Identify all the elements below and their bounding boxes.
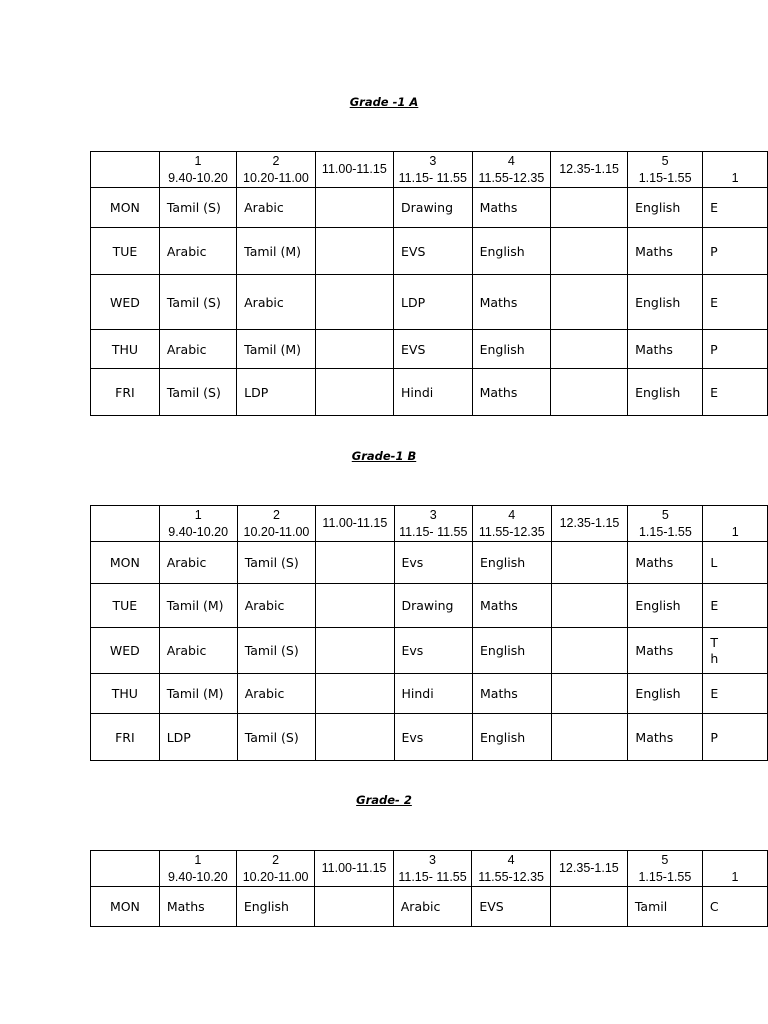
subject-cell: English xyxy=(473,628,552,674)
table-row xyxy=(91,228,768,275)
day-cell: MON xyxy=(91,188,160,228)
header-cell xyxy=(91,506,160,542)
timetable-grade-2 xyxy=(90,850,768,927)
subject-cell: Tamil (M) xyxy=(237,228,316,275)
subject-cell: Tamil (S) xyxy=(159,275,236,330)
header-cell: 2 10.20-11.00 xyxy=(236,851,315,887)
header-cell: 5 1.15-1.55 xyxy=(628,152,703,188)
table-row xyxy=(91,542,768,584)
break-cell xyxy=(316,674,394,714)
section-title: Grade- 2 xyxy=(356,793,412,807)
header-cell: 1 9.40-10.20 xyxy=(159,506,237,542)
subject-cell: Arabic xyxy=(159,628,237,674)
header-cell: 12.35-1.15 xyxy=(551,152,628,188)
lunch-cell xyxy=(551,275,628,330)
subject-cell: Evs xyxy=(394,714,473,761)
break-cell xyxy=(315,275,393,330)
day-cell: FRI xyxy=(91,369,160,416)
subject-cell: Arabic xyxy=(393,887,472,927)
lunch-cell xyxy=(551,188,628,228)
day-cell: THU xyxy=(91,674,160,714)
subject-cell: E xyxy=(703,584,768,628)
table-row xyxy=(91,714,768,761)
subject-cell: Arabic xyxy=(237,188,316,228)
subject-cell: Arabic xyxy=(237,674,316,714)
subject-cell: Arabic xyxy=(159,542,237,584)
day-cell: FRI xyxy=(91,714,160,761)
table-row xyxy=(91,275,768,330)
header-cell: 1 xyxy=(702,851,767,887)
header-row xyxy=(91,152,768,188)
break-cell xyxy=(316,584,394,628)
subject-cell: Arabic xyxy=(237,275,316,330)
table-row xyxy=(91,369,768,416)
subject-cell: E xyxy=(703,275,768,330)
subject-cell: English xyxy=(472,228,551,275)
subject-cell: E xyxy=(703,674,768,714)
subject-cell: LDP xyxy=(159,714,237,761)
subject-cell: English xyxy=(473,714,552,761)
header-cell: 4 11.55-12.35 xyxy=(472,152,551,188)
subject-cell: E xyxy=(703,188,768,228)
break-cell xyxy=(315,887,393,927)
header-row xyxy=(91,506,768,542)
subject-cell: P xyxy=(703,330,768,369)
header-cell: 4 11.55-12.35 xyxy=(472,851,551,887)
lunch-cell xyxy=(551,674,628,714)
timetable-grade-1b xyxy=(90,505,768,761)
subject-cell: English xyxy=(628,369,703,416)
section-title: Grade-1 B xyxy=(351,449,417,463)
day-cell: TUE xyxy=(91,228,160,275)
subject-cell: Tamil (M) xyxy=(237,330,316,369)
subject-cell: English xyxy=(628,188,703,228)
break-cell xyxy=(315,330,393,369)
header-cell: 12.35-1.15 xyxy=(550,851,627,887)
subject-cell: Maths xyxy=(628,228,703,275)
header-cell xyxy=(91,152,160,188)
header-cell: 2 10.20-11.00 xyxy=(237,152,316,188)
break-cell xyxy=(316,628,394,674)
header-cell: 3 11.15- 11.55 xyxy=(394,152,473,188)
subject-cell: English xyxy=(628,584,703,628)
day-cell: MON xyxy=(91,542,160,584)
header-cell: 11.00-11.15 xyxy=(315,152,393,188)
subject-cell: Tamil (S) xyxy=(237,542,316,584)
subject-cell: Maths xyxy=(628,330,703,369)
header-cell: 2 10.20-11.00 xyxy=(237,506,316,542)
lunch-cell xyxy=(551,369,628,416)
lunch-cell xyxy=(551,628,628,674)
header-cell: 1 xyxy=(703,506,768,542)
subject-cell: E xyxy=(703,369,768,416)
lunch-cell xyxy=(550,887,627,927)
subject-cell: Drawing xyxy=(394,584,473,628)
header-cell: 1 xyxy=(703,152,768,188)
subject-cell: EVS xyxy=(394,330,473,369)
subject-cell: English xyxy=(472,330,551,369)
subject-cell: Evs xyxy=(394,542,473,584)
subject-cell: English xyxy=(473,542,552,584)
section-title: Grade -1 A xyxy=(349,95,419,109)
subject-cell: Maths xyxy=(473,674,552,714)
table-row xyxy=(91,584,768,628)
subject-cell: Hindi xyxy=(394,369,473,416)
subject-cell: Maths xyxy=(472,188,551,228)
break-cell xyxy=(316,542,394,584)
subject-cell: Maths xyxy=(628,628,703,674)
subject-cell: T h xyxy=(703,628,768,674)
subject-cell: Tamil (M) xyxy=(159,584,237,628)
subject-cell: English xyxy=(628,275,703,330)
day-cell: WED xyxy=(91,628,160,674)
day-cell: THU xyxy=(91,330,160,369)
header-cell xyxy=(91,851,160,887)
break-cell xyxy=(315,369,393,416)
lunch-cell xyxy=(551,228,628,275)
subject-cell: Tamil (M) xyxy=(159,674,237,714)
subject-cell: Arabic xyxy=(237,584,316,628)
subject-cell: Maths xyxy=(472,369,551,416)
header-row xyxy=(91,851,768,887)
subject-cell: EVS xyxy=(394,228,473,275)
subject-cell: EVS xyxy=(472,887,551,927)
day-cell: TUE xyxy=(91,584,160,628)
table-row xyxy=(91,628,768,674)
header-cell: 1 9.40-10.20 xyxy=(159,851,236,887)
subject-cell: Tamil (S) xyxy=(159,188,236,228)
subject-cell: Tamil (S) xyxy=(159,369,236,416)
timetable-grade-1a xyxy=(90,151,768,416)
table-row xyxy=(91,887,768,927)
header-cell: 5 1.15-1.55 xyxy=(627,851,702,887)
header-cell: 3 11.15- 11.55 xyxy=(394,506,473,542)
table-row xyxy=(91,674,768,714)
subject-cell: Maths xyxy=(628,542,703,584)
header-cell: 3 11.15- 11.55 xyxy=(393,851,472,887)
subject-cell: P xyxy=(703,228,768,275)
header-cell: 4 11.55-12.35 xyxy=(473,506,552,542)
header-cell: 11.00-11.15 xyxy=(315,851,393,887)
subject-cell: Tamil xyxy=(627,887,702,927)
subject-cell: L xyxy=(703,542,768,584)
subject-cell: LDP xyxy=(237,369,316,416)
lunch-cell xyxy=(551,330,628,369)
lunch-cell xyxy=(551,584,628,628)
day-cell: MON xyxy=(91,887,160,927)
lunch-cell xyxy=(551,714,628,761)
header-cell: 5 1.15-1.55 xyxy=(628,506,703,542)
header-cell: 1 9.40-10.20 xyxy=(159,152,236,188)
table-row xyxy=(91,330,768,369)
subject-cell: Maths xyxy=(473,584,552,628)
header-cell: 11.00-11.15 xyxy=(316,506,394,542)
subject-cell: Arabic xyxy=(159,330,236,369)
header-cell: 12.35-1.15 xyxy=(551,506,628,542)
subject-cell: C xyxy=(702,887,767,927)
day-cell: WED xyxy=(91,275,160,330)
subject-cell: Maths xyxy=(628,714,703,761)
subject-cell: Tamil (S) xyxy=(237,714,316,761)
subject-cell: Hindi xyxy=(394,674,473,714)
table-row xyxy=(91,188,768,228)
subject-cell: Maths xyxy=(472,275,551,330)
break-cell xyxy=(316,714,394,761)
subject-cell: P xyxy=(703,714,768,761)
lunch-cell xyxy=(551,542,628,584)
break-cell xyxy=(315,228,393,275)
subject-cell: English xyxy=(236,887,315,927)
subject-cell: LDP xyxy=(394,275,473,330)
subject-cell: Maths xyxy=(159,887,236,927)
subject-cell: Tamil (S) xyxy=(237,628,316,674)
subject-cell: English xyxy=(628,674,703,714)
subject-cell: Drawing xyxy=(394,188,473,228)
subject-cell: Evs xyxy=(394,628,473,674)
break-cell xyxy=(315,188,393,228)
subject-cell: Arabic xyxy=(159,228,236,275)
